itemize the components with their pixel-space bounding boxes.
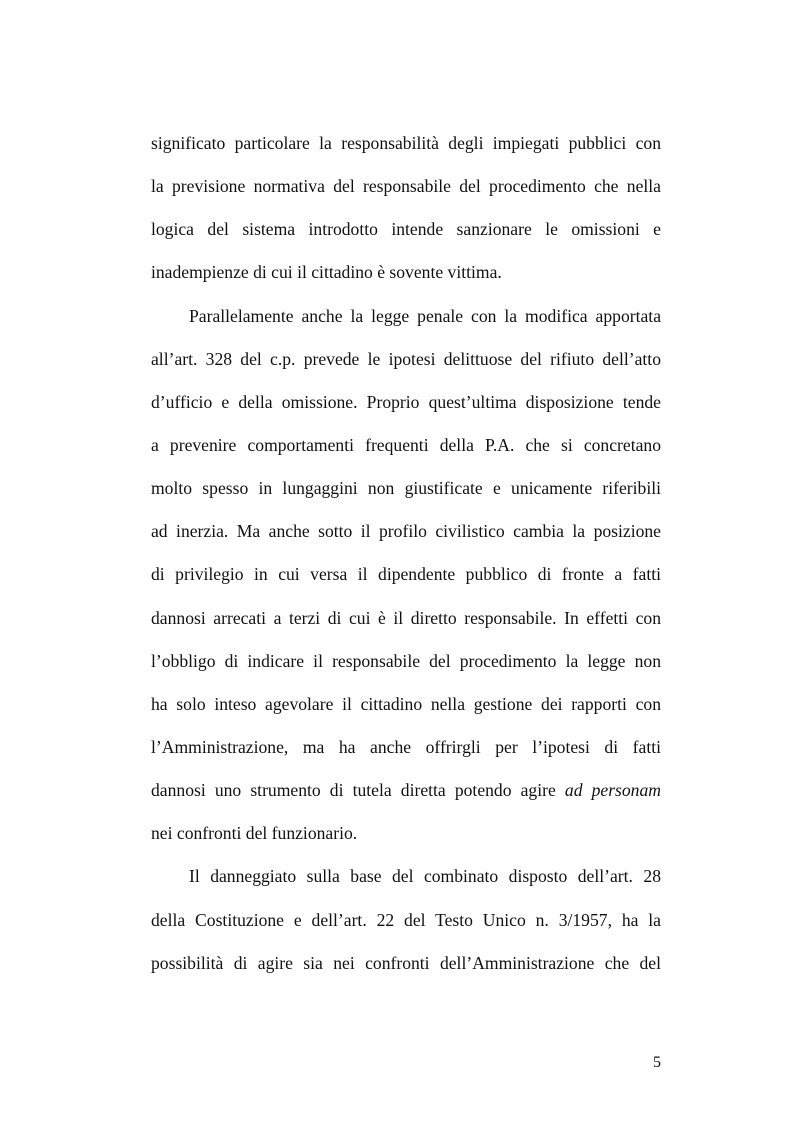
text-line-with-italic [151, 769, 661, 812]
text-line: significato particolare la responsabilità degli impiegati pubblici con [151, 133, 661, 153]
text-line: nei confronti del funzionario. [151, 823, 358, 844]
document-body [151, 122, 661, 985]
text-line: logica del sistema introdotto intende sanzionare le omissioni e [151, 219, 661, 240]
text-line: Il danneggiato sulla base del combinato disposto dell’art. 28 [189, 866, 661, 887]
text-line: a prevenire comportamenti frequenti della P.A. che si concretano [151, 434, 661, 455]
text-line: l’Amministrazione, ma ha anche offrirgli per l’ipotesi di fatti [151, 736, 661, 757]
text-line: ha solo inteso agevolare il cittadino nella gestione dei rapporti con [151, 693, 661, 714]
text-line: inadempienze di cui il cittadino è sovente vittima. [151, 262, 502, 283]
text-line: della Costituzione e dell’art. 22 del Testo Unico n. 3/1957, ha la [151, 909, 661, 930]
text-line: ad inerzia. Ma anche sotto il profilo civilistico cambia la posizione [151, 521, 661, 542]
text-run: dannosi uno strumento di tutela diretta potendo agire [151, 780, 565, 801]
paragraph-2 [151, 295, 661, 856]
text-line: molto spesso in lungaggini non giustificate e unicamente riferibili [151, 478, 661, 499]
italic-term: ad personam [564, 780, 661, 801]
text-line: all’art. 328 del c.p. prevede le ipotesi delittuose del rifiuto dell’atto [151, 348, 661, 369]
text-line: d’ufficio e della omissione. Proprio quest’ultima disposizione tende [151, 391, 661, 412]
text-line: l’obbligo di indicare il responsabile del procedimento la legge non [151, 650, 661, 671]
text-line: Parallelamente anche la legge penale con la modifica apportata [189, 305, 661, 326]
paragraph-3 [151, 855, 661, 984]
text-line: dannosi arrecati a terzi di cui è il diretto responsabile. In effetti con [151, 607, 661, 628]
page-number: 5 [653, 1054, 661, 1071]
paragraph-1 [151, 122, 661, 295]
text-line: di privilegio in cui versa il dipendente pubblico di fronte a fatti [151, 564, 661, 585]
text-line: possibilità di agire sia nei confronti dell’Amministrazione che del [151, 952, 661, 973]
text-line: la previsione normativa del responsabile del procedimento che nella [151, 176, 661, 197]
